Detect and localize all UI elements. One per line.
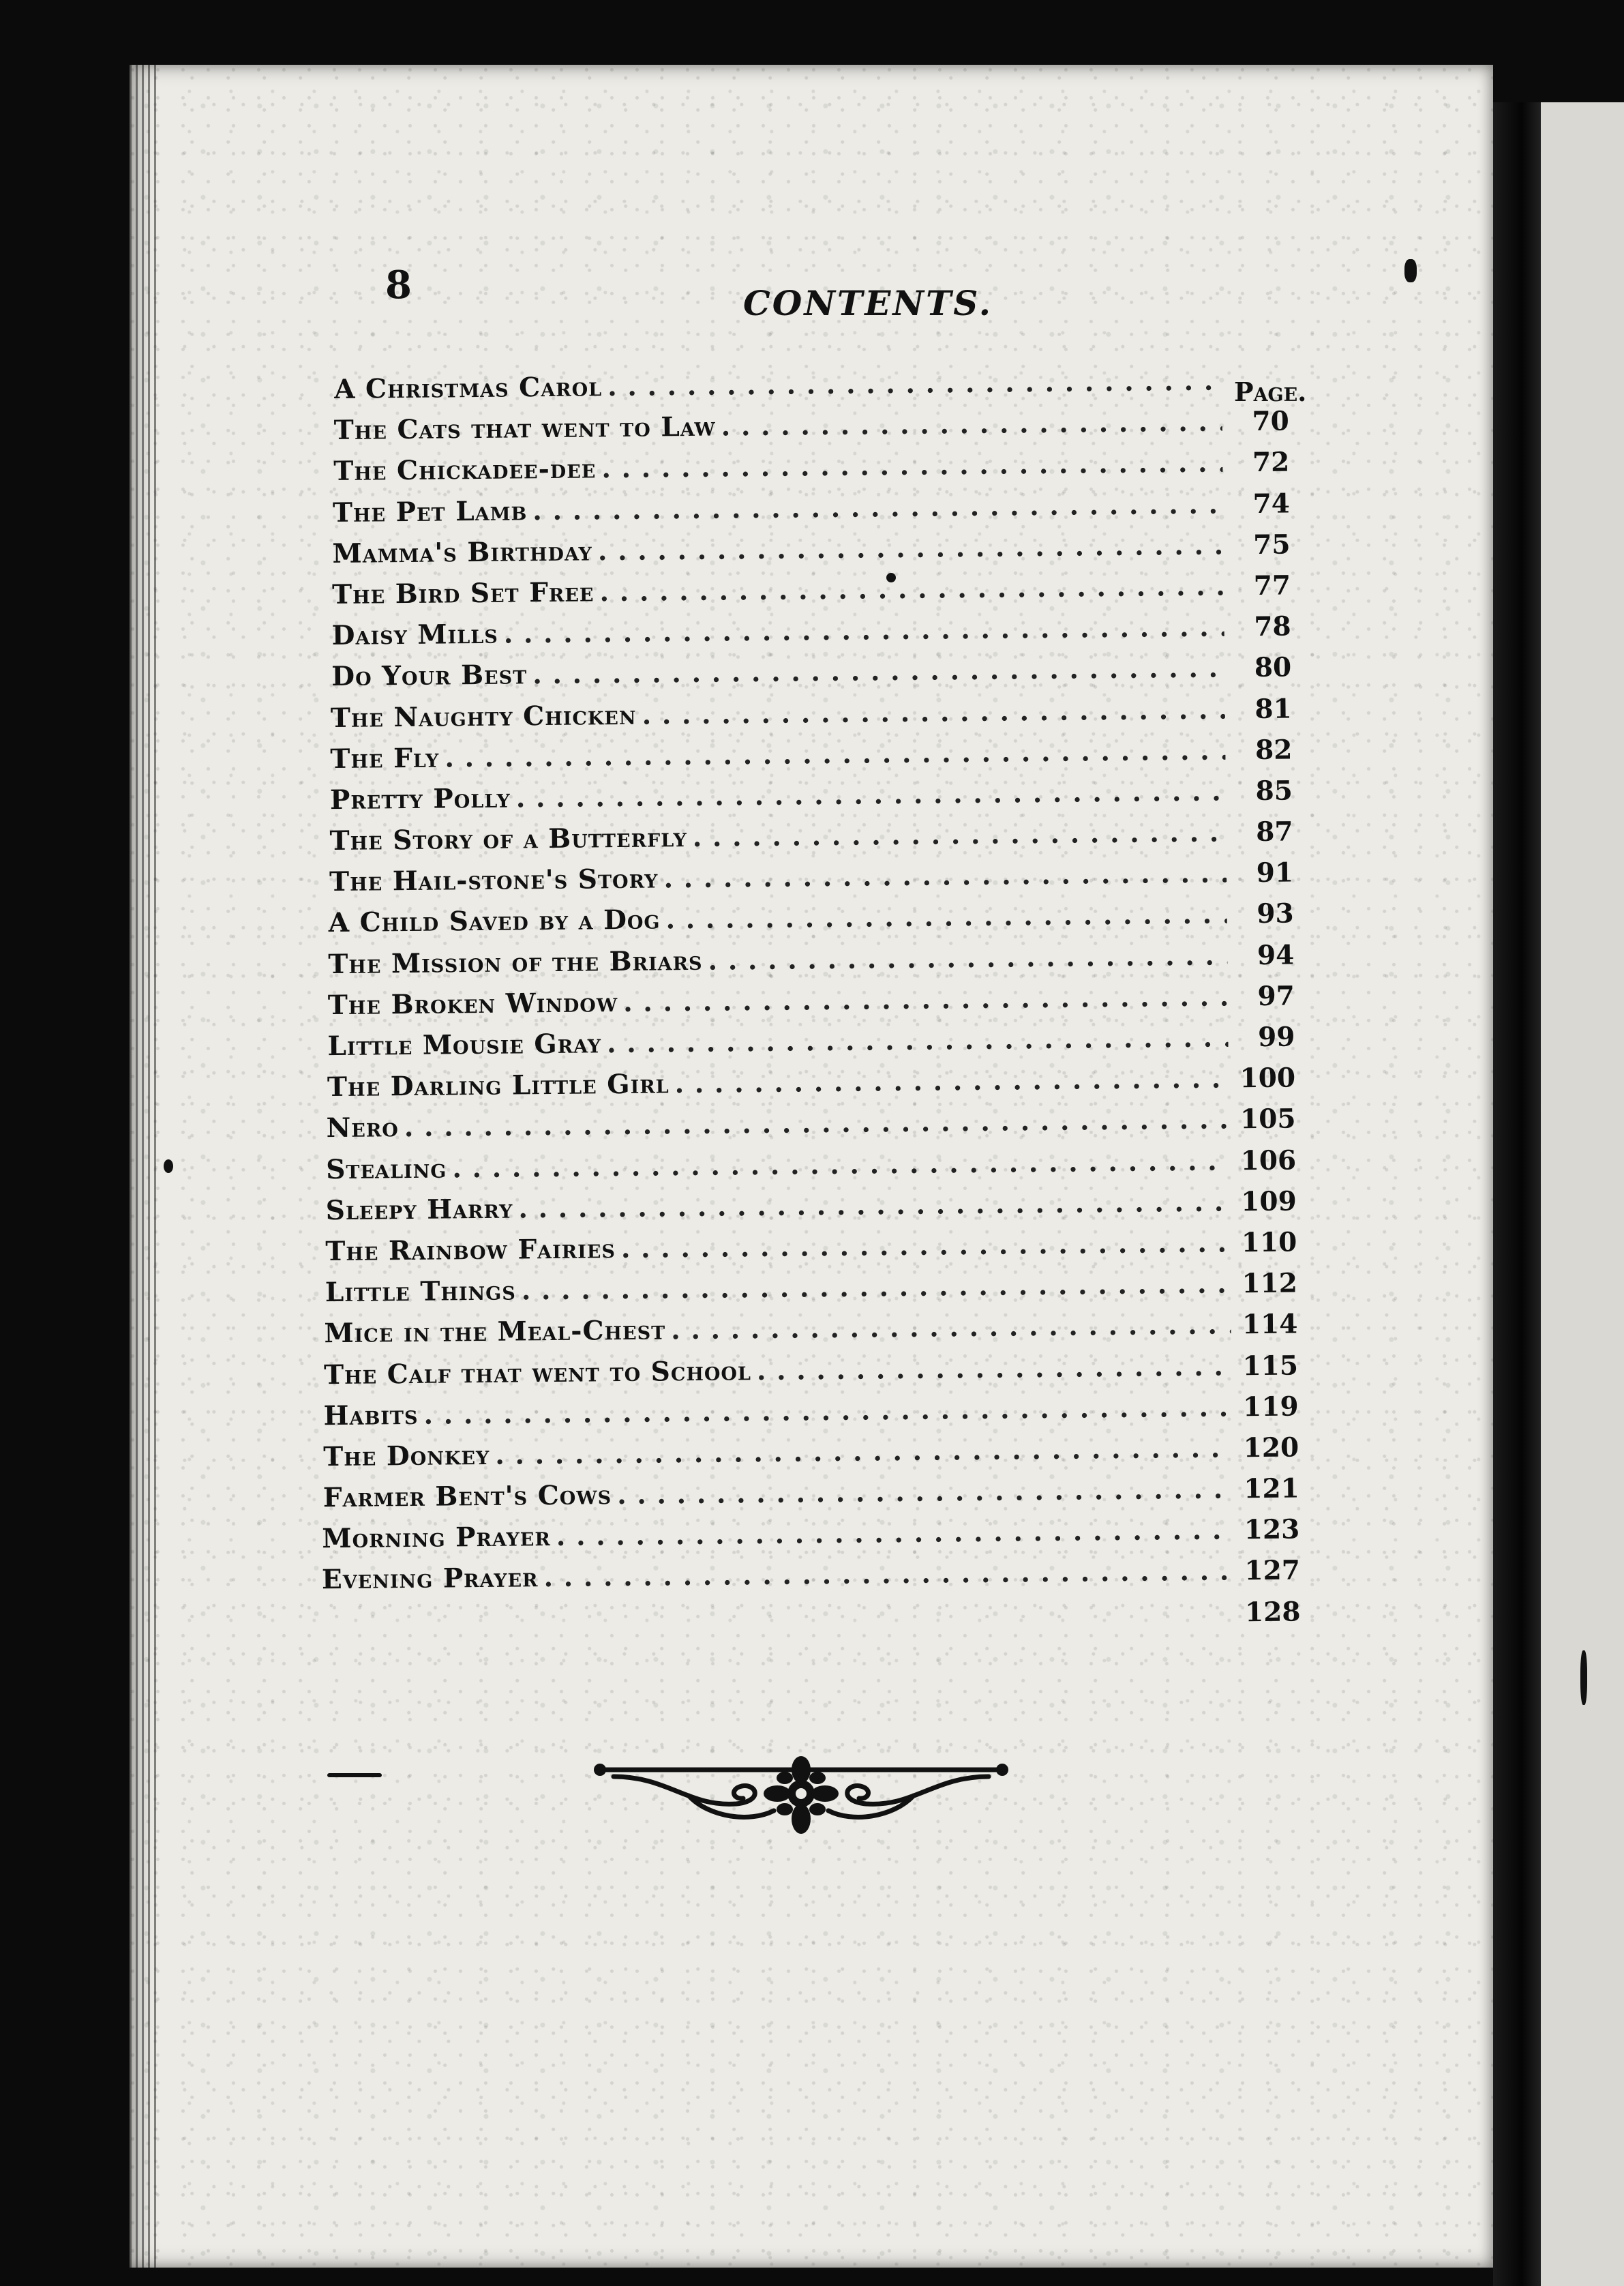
page-left-edge-shadow <box>130 65 157 2268</box>
toc-entry-title: The Pet Lamb <box>332 494 528 529</box>
dot-leader <box>617 1473 1233 1511</box>
toc-entry-title: Mamma's Birthday <box>332 535 593 569</box>
dot-leader <box>621 1227 1231 1264</box>
toc-entry-title: Farmer Bent's Cows <box>322 1479 612 1514</box>
dot-leader <box>598 529 1224 567</box>
dot-leader <box>665 899 1227 936</box>
dot-leader <box>518 1186 1230 1224</box>
ink-mark <box>327 1773 382 1777</box>
toc-entry-title: Pretty Polly <box>329 782 511 816</box>
toc-entry-page: 128 <box>1244 1596 1301 1628</box>
dot-leader <box>503 612 1224 650</box>
toc-entry-title: The Mission of the Briars <box>328 945 703 980</box>
dot-leader <box>495 1432 1232 1470</box>
toc-entry-page: 100 <box>1239 1062 1296 1095</box>
toc-entry-title: The Naughty Chicken <box>330 699 637 734</box>
toc-entry-title: Morning Prayer <box>322 1521 552 1555</box>
toc-entry-page: 112 <box>1242 1267 1298 1300</box>
page-heading: CONTENTS. <box>743 283 993 323</box>
toc-entry-title: The Donkey <box>323 1439 490 1473</box>
toc-entry-page: 127 <box>1244 1554 1301 1587</box>
ornament-icon <box>586 1742 1016 1838</box>
toc-entry-title: Sleepy Harry <box>325 1193 513 1226</box>
facing-page-edge <box>1541 102 1624 2286</box>
toc-entry-title: The Chickadee-dee <box>333 453 597 488</box>
toc-entry-page: 110 <box>1241 1226 1297 1259</box>
dot-leader <box>532 653 1224 691</box>
toc-entry-title: The Rainbow Fairies <box>325 1233 616 1268</box>
dot-leader <box>642 694 1225 730</box>
toc-entry-page: 74 <box>1252 488 1291 520</box>
toc-entry-page: 119 <box>1242 1391 1299 1423</box>
toc-entry-page: 91 <box>1256 857 1294 889</box>
toc-entry-title: Evening Prayer <box>321 1562 539 1596</box>
dot-leader <box>522 1268 1231 1307</box>
dot-leader <box>757 1350 1232 1386</box>
book-gutter <box>1493 102 1541 2286</box>
toc-entry-title: The Cats that went to Law <box>333 411 716 447</box>
dot-leader <box>708 940 1227 976</box>
toc-entry-title: Do Your Best <box>331 659 528 693</box>
toc-entry-title: Habits <box>323 1399 419 1431</box>
toc-entry-title: Daisy Mills <box>331 618 498 652</box>
dot-leader <box>721 406 1222 443</box>
toc-entry-page: 87 <box>1256 816 1293 848</box>
toc-entry-title: The Darling Little Girl <box>327 1068 670 1103</box>
toc-entry-title: Mice in the Meal-Chest <box>324 1314 666 1350</box>
table-of-contents <box>321 365 1301 1646</box>
toc-entry-page: 82 <box>1254 734 1293 766</box>
dot-leader <box>693 817 1227 854</box>
toc-entry-title: The Bird Set Free <box>331 576 595 610</box>
dot-leader <box>623 981 1228 1018</box>
dot-leader <box>445 734 1225 773</box>
toc-entry-page: 105 <box>1239 1103 1296 1135</box>
toc-entry-title: The Fly <box>330 742 440 775</box>
ink-dot <box>164 1159 173 1173</box>
dot-leader <box>607 366 1222 403</box>
toc-entry-page: 121 <box>1244 1472 1299 1505</box>
toc-entry-title: Stealing <box>325 1153 447 1185</box>
toc-entry-page: 99 <box>1257 1021 1295 1054</box>
toc-entry-title: The Broken Window <box>327 986 618 1021</box>
toc-entry-page <box>1227 389 1289 390</box>
toc-entry-page: 115 <box>1242 1349 1299 1382</box>
toc-entry-title: Little Things <box>325 1275 516 1309</box>
toc-entry-title: The Story of a Butterfly <box>329 822 687 857</box>
dot-leader <box>556 1515 1233 1553</box>
toc-entry-page: 106 <box>1240 1144 1297 1176</box>
toc-entry-title: Little Mousie Gray <box>327 1028 602 1063</box>
toc-entry-title: Nero <box>326 1112 400 1144</box>
dot-leader <box>674 1063 1229 1100</box>
dot-leader <box>601 447 1222 485</box>
toc-entry-title: A Christmas Carol <box>334 371 603 405</box>
dot-leader <box>663 858 1227 895</box>
toc-entry-page: 80 <box>1254 651 1292 684</box>
dot-leader <box>607 1022 1229 1059</box>
page-number: 8 <box>385 263 412 308</box>
toc-entry-page: 85 <box>1255 775 1293 807</box>
toc-entry-title: The Calf that went to School <box>323 1354 752 1391</box>
toc-entry-page: 75 <box>1252 529 1291 561</box>
toc-entry-page: 109 <box>1241 1185 1297 1218</box>
dot-leader <box>671 1309 1231 1346</box>
toc-entry-page: 120 <box>1243 1431 1299 1464</box>
dot-leader <box>599 570 1224 608</box>
ink-mark <box>1580 1650 1587 1705</box>
toc-entry-page: 93 <box>1257 897 1294 930</box>
toc-entry-page: 70 <box>1252 405 1289 438</box>
toc-entry-page: 78 <box>1254 610 1291 643</box>
dot-leader <box>516 775 1227 814</box>
toc-entry-page: 97 <box>1257 980 1295 1012</box>
dot-leader <box>543 1556 1233 1594</box>
dot-leader <box>532 488 1223 526</box>
toc-entry-page: 77 <box>1253 569 1291 602</box>
toc-entry-title: The Hail-stone's Story <box>329 863 659 898</box>
ink-dot <box>886 573 896 582</box>
toc-entry-page: 94 <box>1257 939 1295 971</box>
toc-entry-page: 72 <box>1252 446 1290 479</box>
toc-entry-page: 81 <box>1254 693 1292 725</box>
toc-entry-title: A Child Saved by a Dog <box>328 904 661 939</box>
dot-leader <box>452 1145 1229 1184</box>
ink-blot <box>1404 259 1417 282</box>
toc-entry-page: 114 <box>1242 1308 1298 1341</box>
toc-entry-page: 123 <box>1244 1513 1300 1546</box>
page-column-label: Page. <box>1234 376 1307 407</box>
